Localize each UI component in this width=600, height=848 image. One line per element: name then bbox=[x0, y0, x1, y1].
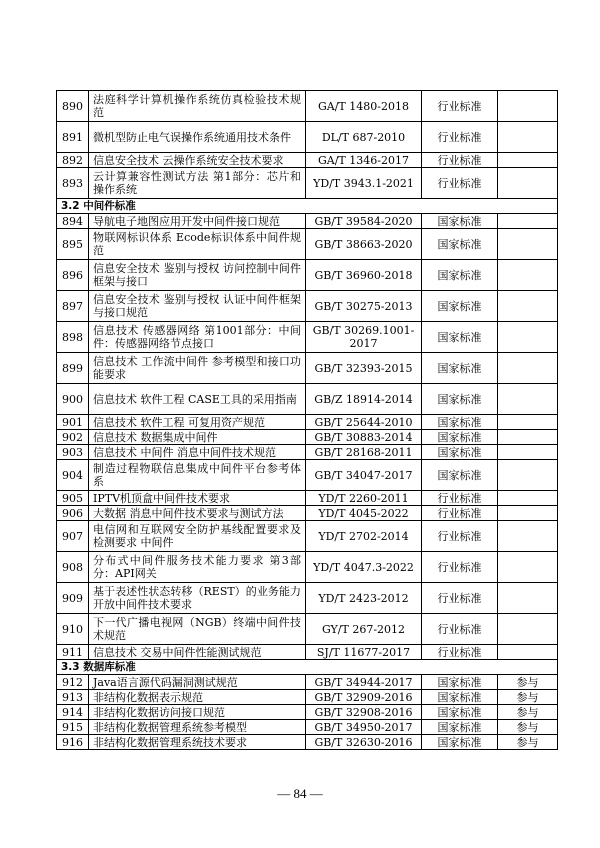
standard-type: 国家标准 bbox=[422, 445, 498, 460]
table-row bbox=[57, 583, 558, 614]
standard-type: 国家标准 bbox=[422, 720, 498, 735]
standard-type: 行业标准 bbox=[422, 122, 498, 153]
table-row bbox=[57, 675, 558, 690]
standards-table bbox=[56, 90, 558, 750]
table-row bbox=[57, 384, 558, 415]
table-row bbox=[57, 214, 558, 229]
standard-type: 国家标准 bbox=[422, 322, 498, 353]
participation-note bbox=[498, 645, 558, 660]
participation-note bbox=[498, 506, 558, 521]
table-row bbox=[57, 122, 558, 153]
standards-table-body bbox=[57, 91, 558, 750]
participation-note bbox=[498, 521, 558, 552]
standard-name: 分布式中间件服务技术能力要求 第3部分：API网关 bbox=[89, 552, 306, 583]
participation-note: 参与 bbox=[498, 690, 558, 705]
standard-type: 国家标准 bbox=[422, 675, 498, 690]
standard-code: YD/T 3943.1-2021 bbox=[306, 168, 422, 199]
standard-code: GB/T 34944-2017 bbox=[306, 675, 422, 690]
row-number: 906 bbox=[57, 506, 89, 521]
standard-name: 大数据 消息中间件技术要求与测试方法 bbox=[89, 506, 306, 521]
standard-name: 下一代广播电视网（NGB）终端中间件技术规范 bbox=[89, 614, 306, 645]
row-number: 910 bbox=[57, 614, 89, 645]
table-row bbox=[57, 153, 558, 168]
standard-name: 信息安全技术 鉴别与授权 访问控制中间件框架与接口 bbox=[89, 260, 306, 291]
standard-type: 国家标准 bbox=[422, 415, 498, 430]
standard-name: 信息技术 交易中间件性能测试规范 bbox=[89, 645, 306, 660]
standard-name: 电信网和互联网安全防护基线配置要求及检测要求 中间件 bbox=[89, 521, 306, 552]
table-row bbox=[57, 445, 558, 460]
standard-type: 国家标准 bbox=[422, 384, 498, 415]
row-number: 914 bbox=[57, 705, 89, 720]
standard-type: 国家标准 bbox=[422, 705, 498, 720]
participation-note bbox=[498, 552, 558, 583]
standard-type: 行业标准 bbox=[422, 491, 498, 506]
table-row bbox=[57, 168, 558, 199]
row-number: 912 bbox=[57, 675, 89, 690]
table-row bbox=[57, 353, 558, 384]
table-row bbox=[57, 614, 558, 645]
standard-name: Java语言源代码漏洞测试规范 bbox=[89, 675, 306, 690]
row-number: 900 bbox=[57, 384, 89, 415]
standard-code: GB/T 28168-2011 bbox=[306, 445, 422, 460]
row-number: 899 bbox=[57, 353, 89, 384]
standard-name: 微机型防止电气误操作系统通用技术条件 bbox=[89, 122, 306, 153]
standard-type: 行业标准 bbox=[422, 614, 498, 645]
row-number: 908 bbox=[57, 552, 89, 583]
standard-code: GB/T 32909-2016 bbox=[306, 690, 422, 705]
row-number: 903 bbox=[57, 445, 89, 460]
standard-code: GB/T 38663-2020 bbox=[306, 229, 422, 260]
standard-code: GY/T 267-2012 bbox=[306, 614, 422, 645]
standard-code: YD/T 2260-2011 bbox=[306, 491, 422, 506]
standard-code: GB/T 34047-2017 bbox=[306, 460, 422, 491]
table-row bbox=[57, 291, 558, 322]
standard-name: 导航电子地图应用开发中间件接口规范 bbox=[89, 214, 306, 229]
table-row bbox=[57, 645, 558, 660]
participation-note bbox=[498, 384, 558, 415]
participation-note: 参与 bbox=[498, 735, 558, 750]
standard-code: YD/T 2702-2014 bbox=[306, 521, 422, 552]
standard-code: YD/T 4047.3-2022 bbox=[306, 552, 422, 583]
table-row bbox=[57, 521, 558, 552]
standard-type: 行业标准 bbox=[422, 168, 498, 199]
standard-name: IPTV机顶盒中间件技术要求 bbox=[89, 491, 306, 506]
standard-type: 国家标准 bbox=[422, 229, 498, 260]
participation-note bbox=[498, 122, 558, 153]
row-number: 895 bbox=[57, 229, 89, 260]
standard-name: 信息技术 工作流中间件 参考模型和接口功能要求 bbox=[89, 353, 306, 384]
standard-type: 行业标准 bbox=[422, 521, 498, 552]
standard-name: 信息技术 软件工程 CASE工具的采用指南 bbox=[89, 384, 306, 415]
standard-name: 信息安全技术 云操作系统安全技术要求 bbox=[89, 153, 306, 168]
participation-note bbox=[498, 214, 558, 229]
standard-name: 基于表述性状态转移（REST）的业务能力开放中间件技术要求 bbox=[89, 583, 306, 614]
row-number: 898 bbox=[57, 322, 89, 353]
standard-name: 非结构化数据表示规范 bbox=[89, 690, 306, 705]
table-row bbox=[57, 705, 558, 720]
participation-note bbox=[498, 260, 558, 291]
section-title: 3.3 数据库标准 bbox=[57, 660, 558, 675]
participation-note bbox=[498, 291, 558, 322]
table-row bbox=[57, 491, 558, 506]
section-header-row bbox=[57, 660, 558, 675]
participation-note: 参与 bbox=[498, 705, 558, 720]
participation-note bbox=[498, 353, 558, 384]
standard-code: GB/T 36960-2018 bbox=[306, 260, 422, 291]
row-number: 901 bbox=[57, 415, 89, 430]
standard-code: GB/T 32908-2016 bbox=[306, 705, 422, 720]
participation-note bbox=[498, 153, 558, 168]
standard-code: GB/T 25644-2010 bbox=[306, 415, 422, 430]
table-row bbox=[57, 322, 558, 353]
section-title: 3.2 中间件标准 bbox=[57, 199, 558, 214]
standard-name: 非结构化数据管理系统参考模型 bbox=[89, 720, 306, 735]
standard-type: 国家标准 bbox=[422, 214, 498, 229]
standard-code: GB/T 34950-2017 bbox=[306, 720, 422, 735]
standard-code: GA/T 1346-2017 bbox=[306, 153, 422, 168]
page-number: — 84 — bbox=[277, 786, 323, 801]
participation-note bbox=[498, 491, 558, 506]
row-number: 897 bbox=[57, 291, 89, 322]
row-number: 890 bbox=[57, 91, 89, 122]
standard-name: 信息技术 中间件 消息中间件技术规范 bbox=[89, 445, 306, 460]
standard-name: 制造过程物联信息集成中间件平台参考体系 bbox=[89, 460, 306, 491]
participation-note bbox=[498, 460, 558, 491]
standard-code: GB/T 30275-2013 bbox=[306, 291, 422, 322]
row-number: 893 bbox=[57, 168, 89, 199]
row-number: 894 bbox=[57, 214, 89, 229]
table-row bbox=[57, 430, 558, 445]
participation-note bbox=[498, 445, 558, 460]
row-number: 896 bbox=[57, 260, 89, 291]
table-row bbox=[57, 720, 558, 735]
standard-name: 云计算兼容性测试方法 第1部分：芯片和操作系统 bbox=[89, 168, 306, 199]
row-number: 909 bbox=[57, 583, 89, 614]
standard-code: GB/T 39584-2020 bbox=[306, 214, 422, 229]
participation-note bbox=[498, 415, 558, 430]
participation-note bbox=[498, 430, 558, 445]
row-number: 904 bbox=[57, 460, 89, 491]
standard-code: GB/T 30269.1001-2017 bbox=[306, 322, 422, 353]
participation-note: 参与 bbox=[498, 720, 558, 735]
participation-note bbox=[498, 168, 558, 199]
standard-name: 信息技术 数据集成中间件 bbox=[89, 430, 306, 445]
standard-type: 国家标准 bbox=[422, 460, 498, 491]
standard-type: 国家标准 bbox=[422, 291, 498, 322]
standard-code: GB/T 32630-2016 bbox=[306, 735, 422, 750]
standard-name: 信息技术 软件工程 可复用资产规范 bbox=[89, 415, 306, 430]
standard-type: 行业标准 bbox=[422, 583, 498, 614]
standard-code: GA/T 1480-2018 bbox=[306, 91, 422, 122]
standard-type: 国家标准 bbox=[422, 430, 498, 445]
table-row bbox=[57, 229, 558, 260]
standard-code: DL/T 687-2010 bbox=[306, 122, 422, 153]
standard-type: 国家标准 bbox=[422, 690, 498, 705]
standard-code: GB/Z 18914-2014 bbox=[306, 384, 422, 415]
standard-type: 行业标准 bbox=[422, 645, 498, 660]
standard-name: 非结构化数据访问接口规范 bbox=[89, 705, 306, 720]
row-number: 916 bbox=[57, 735, 89, 750]
participation-note bbox=[498, 322, 558, 353]
standard-type: 行业标准 bbox=[422, 552, 498, 583]
standard-type: 国家标准 bbox=[422, 735, 498, 750]
standard-type: 行业标准 bbox=[422, 506, 498, 521]
standard-code: YD/T 4045-2022 bbox=[306, 506, 422, 521]
standard-name: 物联网标识体系 Ecode标识体系中间件规范 bbox=[89, 229, 306, 260]
table-row bbox=[57, 260, 558, 291]
table-row bbox=[57, 735, 558, 750]
standard-name: 法庭科学计算机操作系统仿真检验技术规范 bbox=[89, 91, 306, 122]
standard-type: 国家标准 bbox=[422, 353, 498, 384]
section-header-row bbox=[57, 199, 558, 214]
standard-code: GB/T 30883-2014 bbox=[306, 430, 422, 445]
standard-code: SJ/T 11677-2017 bbox=[306, 645, 422, 660]
participation-note bbox=[498, 583, 558, 614]
table-row bbox=[57, 91, 558, 122]
standard-type: 国家标准 bbox=[422, 260, 498, 291]
row-number: 913 bbox=[57, 690, 89, 705]
table-row bbox=[57, 506, 558, 521]
table-row bbox=[57, 460, 558, 491]
standard-code: YD/T 2423-2012 bbox=[306, 583, 422, 614]
standard-name: 信息安全技术 鉴别与授权 认证中间件框架与接口规范 bbox=[89, 291, 306, 322]
table-row bbox=[57, 415, 558, 430]
row-number: 915 bbox=[57, 720, 89, 735]
participation-note bbox=[498, 614, 558, 645]
row-number: 891 bbox=[57, 122, 89, 153]
row-number: 902 bbox=[57, 430, 89, 445]
row-number: 911 bbox=[57, 645, 89, 660]
participation-note bbox=[498, 91, 558, 122]
table-row bbox=[57, 552, 558, 583]
standard-code: GB/T 32393-2015 bbox=[306, 353, 422, 384]
participation-note: 参与 bbox=[498, 675, 558, 690]
standard-name: 非结构化数据管理系统技术要求 bbox=[89, 735, 306, 750]
participation-note bbox=[498, 229, 558, 260]
row-number: 907 bbox=[57, 521, 89, 552]
standard-type: 行业标准 bbox=[422, 153, 498, 168]
row-number: 892 bbox=[57, 153, 89, 168]
standard-type: 行业标准 bbox=[422, 91, 498, 122]
row-number: 905 bbox=[57, 491, 89, 506]
standard-name: 信息技术 传感器网络 第1001部分：中间件：传感器网络节点接口 bbox=[89, 322, 306, 353]
table-row bbox=[57, 690, 558, 705]
